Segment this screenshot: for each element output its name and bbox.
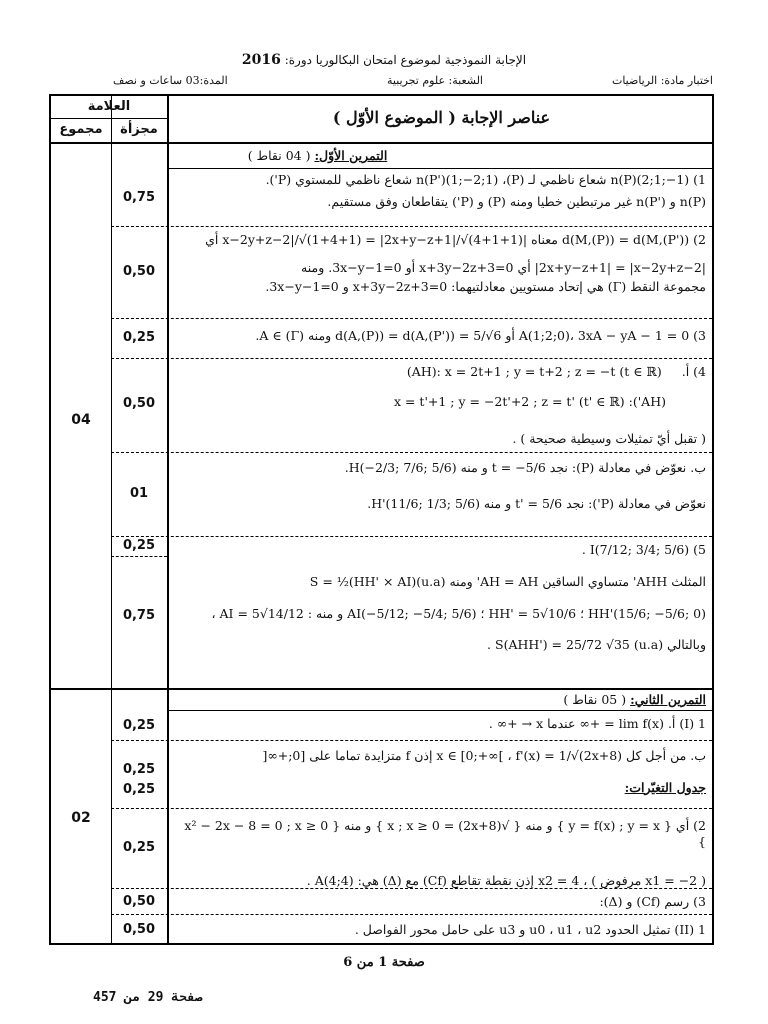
row-line [167, 168, 712, 169]
grade-subdivider [51, 118, 167, 119]
row-line [111, 536, 712, 537]
score-q5a: 0,25 [122, 538, 156, 553]
q4a-ah: (AH): x = 2t+1 ; y = t+2 ; z = −t (t ∈ ℝ) [406, 364, 662, 379]
q4b-text [173, 460, 706, 511]
qI3-text: 3) رسم (Cf) و (Δ): [599, 894, 706, 909]
qI2-line1: 2) أي { y = f(x) ; y = x } و منه { √(2x+8) = x ; x ≥ 0 } و منه { x² − 2x − 8 = 0 ; x ≥ 0 } [184, 818, 706, 849]
score-qI1b: 0,25 [122, 762, 156, 777]
qI1b-text [173, 748, 706, 795]
row-line [167, 710, 712, 711]
qII1-text: II) 1) تمثيل الحدود u0 ، u1 ، u2 و u3 على حامل محور الفواصل . [354, 922, 706, 937]
grade-header: العلامة [87, 99, 131, 114]
exercise1-title [173, 148, 462, 164]
score-q3: 0,25 [122, 330, 156, 345]
score-q2: 0,50 [122, 264, 156, 279]
score-qI2: 0,25 [122, 840, 156, 855]
q5b-line3: وبالتالي S(AHH') = 25/72 √35 (u.a) . [487, 637, 706, 653]
score-q4b: 01 [129, 486, 149, 501]
qI2-text [173, 818, 706, 889]
row-line [111, 808, 712, 809]
q4a-text [173, 364, 706, 447]
q4b-line2: نعوّض في معادلة (P'): نجد t' = 5/6 و منه H'(11/6; 1/3; 5/6). [367, 495, 706, 511]
qI1b-line2: جدول التغيّرات: [624, 779, 706, 795]
q4b-line1: ب. نعوّض في معادلة (P): نجد t = −5/6 و منه H(−2/3; 7/6; 5/6). [344, 460, 706, 475]
exercise-divider [51, 688, 712, 690]
row-line [111, 740, 712, 741]
q4a-note: ( تقبل أيّ تمثيلات وسيطية صحيحة ) . [512, 431, 706, 447]
header-line: الإجابة النموذجية لموضوع امتحان البكالوريا دورة: [284, 53, 527, 67]
q2-line3: مجموعة النقط (Γ) هي إتحاد مستويين معادلتيهما: x+3y−2z+3=0 و 3x−y−1=0. [265, 279, 706, 295]
q1-line2: n(P) و n(P') غير مرتبطين خطيا ومنه (P) و (P') يتقاطعان وفق مستقيم. [327, 193, 706, 209]
score-qII1: 0,50 [122, 922, 156, 937]
qI1a-text: I) 1) أ. lim f(x) = +∞ عندما x → +∞ . [488, 716, 706, 731]
total-header: مجموع [59, 122, 103, 137]
exercise2-total: 02 [71, 810, 91, 826]
qI1b-line1: ب. من أجل كل x ∈ [0;+∞[ ، f'(x) = 1/√(2x+8) إذن f متزايدة تماما على [0;+∞[ [262, 748, 706, 763]
row-line [111, 914, 712, 915]
q1-line1: 1) n(P)(2;1;−1) شعاع ناظمي لـ (P)، n(P')(1;−2;1) شعاع ناظمي للمستوي (P'). [265, 172, 706, 187]
q2-text [173, 232, 706, 295]
exercise2-label: التمرين الثاني: [630, 692, 706, 707]
row-line [111, 556, 167, 557]
q4a-ahp: (AH'): x = t'+1 ; y = −2t'+2 ; z = t' (t' ∈ ℝ) [393, 393, 666, 409]
score-qI1c: 0,25 [122, 782, 156, 797]
header-year: 2016 [241, 52, 281, 68]
score-q4a: 0,50 [122, 396, 156, 411]
score-qI3: 0,50 [122, 894, 156, 909]
q3-text: 3) A(1;2;0)، 3xA − yA − 1 = 0 أو d(A,(P)) = d(A,(P')) = 5/√6 ومنه A ∈ (Γ). [255, 328, 706, 343]
duration-label: المدة:03 ساعات و نصف [113, 74, 228, 87]
col-divider [111, 96, 112, 943]
page-stamp: صفحة 29 من 457 [93, 990, 203, 1005]
q1-text [173, 172, 706, 209]
q2-line1: 2) d(M,(P)) = d(M,(P')) معناه |x−2y+z−2|/√(1+4+1) = |2x+y−z+1|/√(4+1+1) أي [205, 232, 706, 247]
exercise2-points: ( 05 نقاط ) [563, 692, 627, 707]
q5b-line1: المثلث AHH' متساوي الساقين AH = AH' ومنه S = ½(HH' × AI)(u.a) [309, 574, 706, 589]
qI2-line2: ( x1 = −2 مرفوض ) ، x2 = 4 إذن نقطة تقاطع (Cf) مع (Δ) هي: A(4;4) . [306, 873, 706, 889]
answer-table [49, 94, 714, 945]
branch-label: الشعبة: علوم تجريبية [387, 74, 483, 87]
partial-header: مجزأة [120, 122, 158, 137]
exam-header-title [0, 52, 768, 68]
q5b-line2: HH'(15/6; −5/6; 0) ؛ HH' = 5√10/6 ؛ AI(−5/12; −5/4; 5/6) و منه : AI = 5√14/12 ، [211, 605, 706, 621]
q5a-text: 5) I(7/12; 3/4; 5/6) . [581, 542, 706, 557]
exercise1-label: التمرين الأوّل: [314, 148, 388, 163]
q4a-label: 4) أ. [681, 364, 706, 379]
q5b-text [173, 574, 706, 653]
row-line [111, 318, 712, 319]
col-divider [167, 96, 169, 943]
header-divider [51, 142, 712, 144]
page-number: صفحة 1 من 6 [343, 955, 425, 970]
row-line [111, 888, 712, 889]
exercise1-total: 04 [71, 412, 91, 428]
exercise2-title [173, 692, 706, 708]
subject-label: اختبار مادة: الرياضيات [611, 74, 713, 87]
exercise1-points: ( 04 نقاط ) [247, 148, 311, 163]
row-line [111, 452, 712, 453]
row-line [111, 226, 712, 227]
score-qI1a: 0,25 [122, 718, 156, 733]
score-q5b: 0,75 [122, 608, 156, 623]
row-line [111, 358, 712, 359]
q2-line2: |2x+y−z+1| = |x−2y+z−2| أي x+3y−2z+3=0 أو 3x−y−1=0. ومنه [301, 259, 706, 275]
exam-header-info [113, 74, 713, 90]
score-q1: 0,75 [122, 190, 156, 205]
table-title: عناصر الإجابة ( الموضوع الأوّل ) [332, 108, 551, 127]
